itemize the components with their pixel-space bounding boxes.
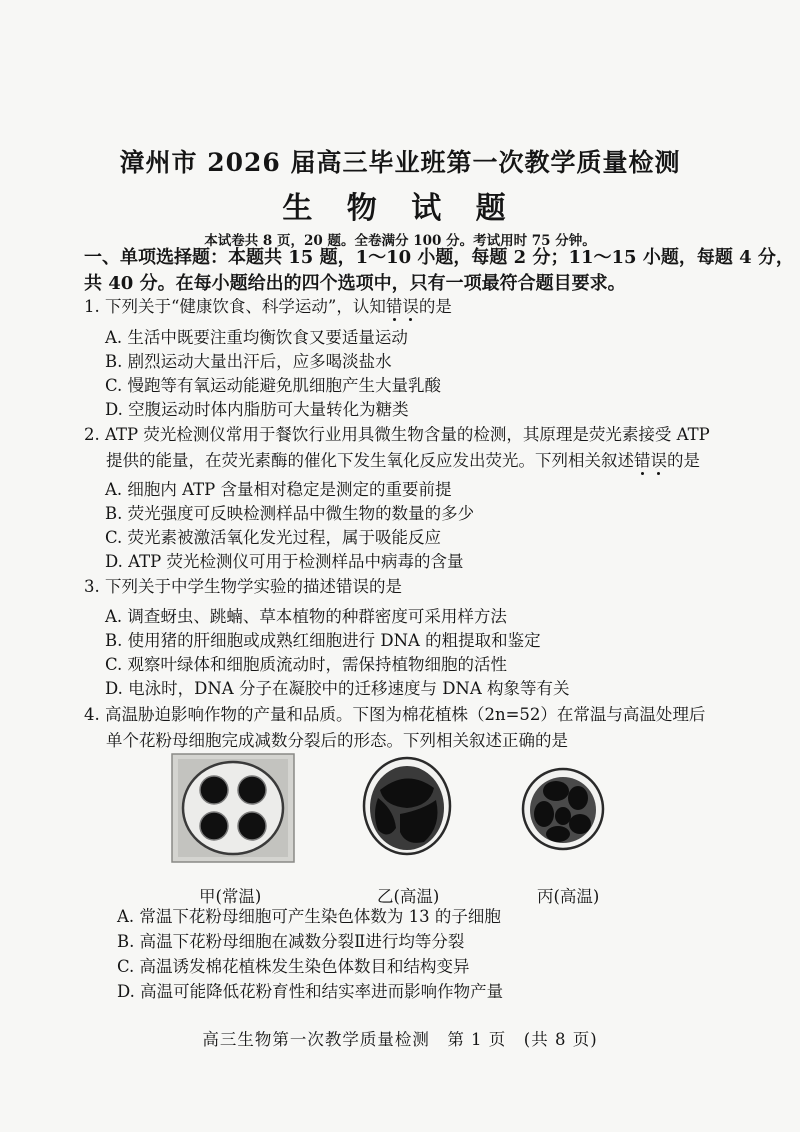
emphasis-mark: 误 [402, 297, 419, 316]
figure-caption-yi: 乙(高温) [377, 887, 440, 906]
figure-cell-yi [360, 754, 454, 858]
question-4-option-b[interactable]: B. 高温下花粉母细胞在减数分裂Ⅱ进行均等分裂 [117, 932, 465, 951]
section-heading-line1: 一、单项选择题：本题共 15 题，1～10 小题，每题 2 分；11～15 小题，每题 4 分， [84, 247, 794, 268]
question-2-option-c[interactable]: C. 荧光素被激活氧化发光过程，属于吸能反应 [105, 528, 442, 547]
question-1-option-b[interactable]: B. 剧烈运动大量出汗后，应多喝淡盐水 [105, 352, 392, 371]
question-2-option-d[interactable]: D. ATP 荧光检测仪可用于检测样品中病毒的含量 [105, 552, 464, 571]
question-3-option-b[interactable]: B. 使用猪的肝细胞或成熟红细胞进行 DNA 的粗提取和鉴定 [105, 631, 541, 650]
question-2-stem-line2: 提供的能量，在荧光素酶的催化下发生氧化反应发出荧光。下列相关叙述错误的是 [106, 451, 700, 470]
emphasis-mark: 错 [634, 451, 651, 470]
exam-subject: 生 物 试 题 [282, 191, 518, 226]
question-2-option-b[interactable]: B. 荧光强度可反映检测样品中微生物的数量的多少 [105, 504, 475, 523]
exam-intro: 本试卷共 8 页，20 题。全卷满分 100 分。考试用时 75 分钟。 [204, 233, 596, 249]
emphasis-mark: 错 [385, 297, 403, 316]
question-4-stem-line1: 4. 高温胁迫影响作物的产量和品质。下图为棉花植株（2n=52）在常温与高温处理后 [84, 705, 706, 724]
question-3-option-a[interactable]: A. 调查蚜虫、跳蝻、草本植物的种群密度可采用样方法 [105, 607, 507, 626]
question-4-option-c[interactable]: C. 高温诱发棉花植株发生染色体数目和结构变异 [117, 957, 470, 976]
question-1-stem: 1. 下列关于“健康饮食、科学运动”，认知错误的是 [84, 297, 452, 316]
question-4-option-a[interactable]: A. 常温下花粉母细胞可产生染色体数为 13 的子细胞 [117, 907, 501, 926]
page-footer: 高三生物第一次教学质量检测 第 1 页 (共 8 页) [202, 1030, 598, 1049]
question-2-option-a[interactable]: A. 细胞内 ATP 含量相对稳定是测定的重要前提 [105, 480, 452, 499]
question-1-option-a[interactable]: A. 生活中既要注重均衡饮食又要适量运动 [105, 328, 408, 347]
section-heading-line2: 共 40 分。在每小题给出的四个选项中，只有一项最符合题目要求。 [84, 273, 626, 294]
question-1-option-d[interactable]: D. 空腹运动时体内脂肪可大量转化为糖类 [105, 400, 409, 419]
question-3-stem: 3. 下列关于中学生物学实验的描述错误的是 [84, 577, 402, 596]
question-4-stem-line2: 单个花粉母细胞完成减数分裂后的形态。下列相关叙述正确的是 [106, 731, 568, 750]
question-1-option-c[interactable]: C. 慢跑等有氧运动能避免肌细胞产生大量乳酸 [105, 376, 442, 395]
question-2-stem-line1: 2. ATP 荧光检测仪常用于餐饮行业用具微生物含量的检测，其原理是荧光素接受 ATP [84, 425, 710, 444]
figure-caption-bing: 丙(高温) [537, 887, 600, 906]
figure-cell-jia [170, 752, 296, 864]
figure-caption-jia: 甲(常温) [199, 887, 262, 906]
figure-cell-bing [518, 764, 608, 854]
question-3-option-c[interactable]: C. 观察叶绿体和细胞质流动时，需保持植物细胞的活性 [105, 655, 508, 674]
exam-title: 漳州市 2026 届高三毕业班第一次教学质量检测 [119, 148, 681, 177]
emphasis-mark: 误 [650, 451, 667, 470]
question-4-option-d[interactable]: D. 高温可能降低花粉育性和结实率进而影响作物产量 [117, 982, 504, 1001]
question-3-option-d[interactable]: D. 电泳时，DNA 分子在凝胶中的迁移速度与 DNA 构象等有关 [105, 679, 570, 698]
